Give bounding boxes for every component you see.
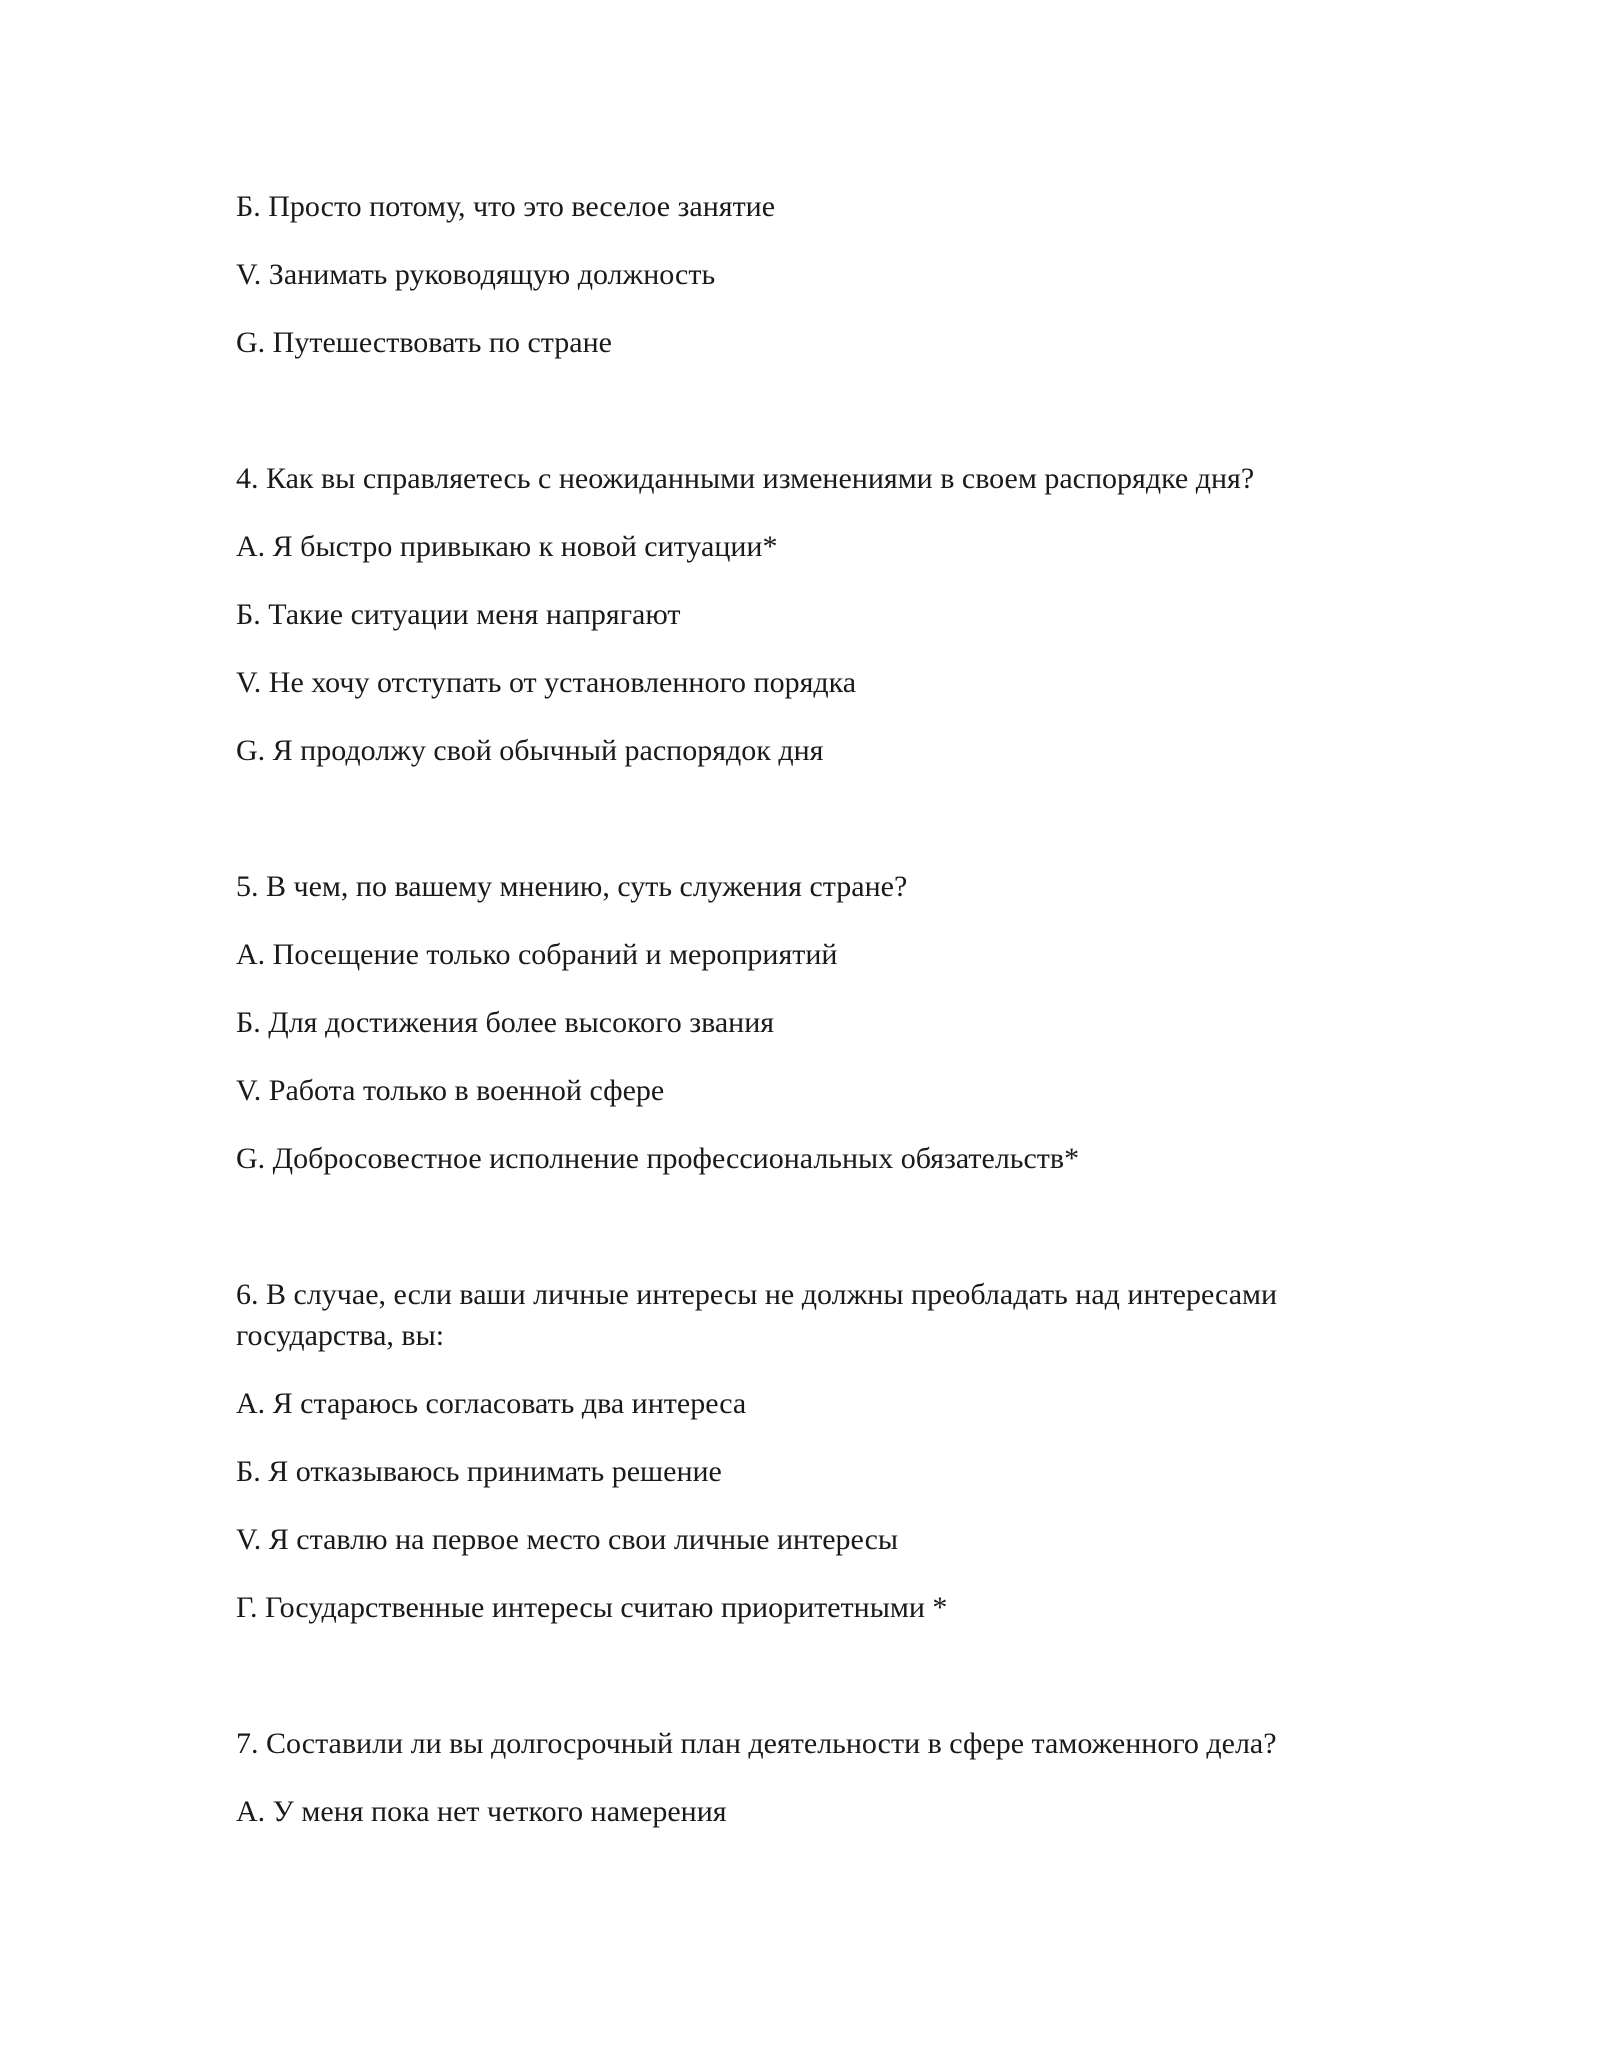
option-v: V. Не хочу отступать от установленного порядка bbox=[236, 666, 857, 699]
question-6 bbox=[236, 1274, 1376, 1628]
option-g: G. Я продолжу свой обычный распорядок дня bbox=[236, 734, 824, 767]
option-g: G. Добросовестное исполнение профессиональных обязательств* bbox=[236, 1142, 1080, 1175]
option-a: A. Я быстро привыкаю к новой ситуации* bbox=[236, 530, 778, 563]
question-text-line-1: 6. В случае, если ваши личные интересы не должны преобладать над интересами bbox=[236, 1278, 1278, 1311]
question-3-options bbox=[236, 186, 1376, 363]
option-g: Г. Государственные интересы считаю приоритетными * bbox=[236, 1591, 948, 1624]
option-b: Б. Просто потому, что это веселое занятие bbox=[236, 190, 776, 223]
question-7 bbox=[236, 1723, 1376, 1832]
option-v: V. Работа только в военной сфере bbox=[236, 1074, 665, 1107]
question-text: 7. Составили ли вы долгосрочный план деятельности в сфере таможенного дела? bbox=[236, 1727, 1277, 1760]
option-g: G. Путешествовать по стране bbox=[236, 326, 612, 359]
question-text: 5. В чем, по вашему мнению, суть служения стране? bbox=[236, 870, 908, 903]
option-v: V. Занимать руководящую должность bbox=[236, 258, 716, 291]
option-b: Б. Такие ситуации меня напрягают bbox=[236, 598, 681, 631]
question-text: 4. Как вы справляетесь с неожиданными изменениями в своем распорядке дня? bbox=[236, 462, 1255, 495]
option-b: Б. Я отказываюсь принимать решение bbox=[236, 1455, 722, 1488]
question-5 bbox=[236, 866, 1376, 1179]
option-a: A. У меня пока нет четкого намерения bbox=[236, 1795, 727, 1828]
question-4 bbox=[236, 458, 1376, 771]
option-a: A. Я стараюсь согласовать два интереса bbox=[236, 1387, 747, 1420]
option-b: Б. Для достижения более высокого звания bbox=[236, 1006, 775, 1039]
question-text-line-2: государства, вы: bbox=[236, 1319, 445, 1352]
option-a: A. Посещение только собраний и мероприятий bbox=[236, 938, 838, 971]
option-v: V. Я ставлю на первое место свои личные интересы bbox=[236, 1523, 899, 1556]
questionnaire-text bbox=[236, 186, 1376, 1832]
